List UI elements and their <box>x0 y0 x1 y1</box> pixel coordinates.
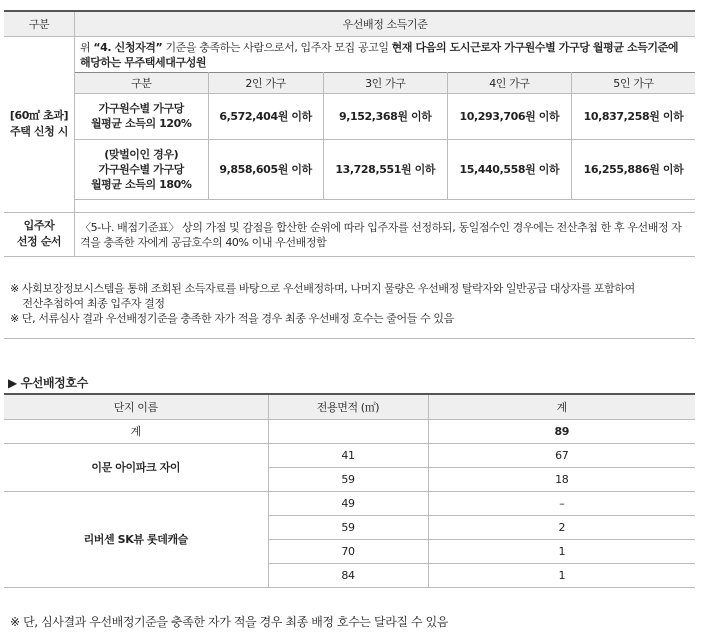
income-criteria-table <box>4 10 695 257</box>
desc-quote: “4. 신청자격” <box>93 40 163 54</box>
income-value-cell: 15,440,558원 이하 <box>447 139 571 199</box>
desc-mid: 기준을 충족하는 사람으로서, 입주자 모집 공고일 <box>162 40 392 54</box>
unit-count: 1 <box>428 563 695 587</box>
income-row-label-line: 월평균 소득의 120% <box>90 117 192 130</box>
criteria-row-label <box>4 36 75 212</box>
criteria-header-title: 우선배정 소득기준 <box>75 11 696 36</box>
notes-block <box>10 281 700 326</box>
income-row-120 <box>75 93 695 139</box>
criteria-header-label: 구분 <box>4 11 75 36</box>
income-header-cell: 5인 가구 <box>571 72 695 93</box>
table-row <box>4 491 695 515</box>
income-value-cell: 10,293,706원 이하 <box>447 93 571 139</box>
units-header-cell: 전용면적 (㎡) <box>268 394 428 419</box>
income-header-cell: 구분 <box>75 72 208 93</box>
income-row-label <box>75 93 208 139</box>
note-line: ※ 사회보장정보시스템을 통해 조회된 소득자료를 바탕으로 우선배정하며, 나머지 물량은 우선배정 탈락자와 일반공급 대상자를 포함하여 <box>10 282 635 295</box>
note-line: 전산추첨하여 최종 입주자 결정 <box>10 297 165 310</box>
units-total-area <box>268 419 428 443</box>
unit-area: 49 <box>268 491 428 515</box>
criteria-row-label-line2: 주택 신청 시 <box>10 125 68 138</box>
note-line: ※ 단, 서류심사 결과 우선배정기준을 충족한 자가 적을 경우 최종 우선배정 호수는 줄어들 수 있음 <box>10 312 454 325</box>
desc-prefix: 위 <box>80 40 94 54</box>
units-header-cell: 계 <box>428 394 695 419</box>
income-row-label-line: 가구원수별 가구당 <box>98 102 184 115</box>
income-row-180 <box>75 139 695 199</box>
section-divider <box>4 338 695 339</box>
complex-name: 이문 아이파크 자이 <box>4 443 268 491</box>
criteria-row-selection-order <box>4 212 695 256</box>
income-value-cell: 13,728,551원 이하 <box>323 139 447 199</box>
unit-count: 67 <box>428 443 695 467</box>
criteria-header-row <box>4 11 695 36</box>
units-header-cell: 단지 이름 <box>4 394 268 419</box>
selection-order-label-line2: 선정 순서 <box>16 235 62 248</box>
income-header-cell: 2인 가구 <box>208 72 323 93</box>
unit-area: 41 <box>268 443 428 467</box>
unit-area: 59 <box>268 515 428 539</box>
selection-order-label <box>4 212 75 256</box>
income-value-cell: 9,858,605원 이하 <box>208 139 323 199</box>
complex-name: 리버센 SK뷰 롯데캐슬 <box>4 491 268 587</box>
unit-count: 2 <box>428 515 695 539</box>
criteria-row-60m2 <box>4 36 695 212</box>
criteria-row-label-line1: [60㎡ 초과] <box>9 109 69 122</box>
selection-order-description: 〈5-나. 배점기준표〉 상의 가점 및 감점을 합산한 순위에 따라 입주자를 선정하되, 동일점수인 경우에는 전산추첨 한 후 우선배정 자격을 충족한 자에게 공급호수의 40% 이내 우선배정함 <box>75 212 696 256</box>
income-row-label-line: 월평균 소득의 180% <box>90 177 192 191</box>
income-value-cell: 6,572,404원 이하 <box>208 93 323 139</box>
unit-area: 84 <box>268 563 428 587</box>
units-header-row <box>4 394 695 419</box>
household-income-table <box>75 72 695 200</box>
criteria-description <box>75 37 695 72</box>
unit-count: 1 <box>428 539 695 563</box>
income-row-label-line: 가구원수별 가구당 <box>98 162 184 176</box>
unit-area: 70 <box>268 539 428 563</box>
priority-units-table <box>4 393 695 588</box>
income-header-cell: 4인 가구 <box>447 72 571 93</box>
income-row-label <box>75 139 208 199</box>
income-row-label-line: (맞벌이인 경우) <box>104 147 179 161</box>
criteria-row-content <box>75 36 696 212</box>
income-value-cell: 10,837,258원 이하 <box>571 93 695 139</box>
unit-count: – <box>428 491 695 515</box>
units-total-value: 89 <box>428 419 695 443</box>
unit-count: 18 <box>428 467 695 491</box>
income-header-row <box>75 72 695 93</box>
footnote: ※ 단, 심사결과 우선배정기준을 충족한 자가 적을 경우 최종 배정 호수는 달라질 수 있음 <box>10 615 448 629</box>
section-title: ▶ 우선배정호수 <box>8 376 88 390</box>
desc-bold: 현재 다음의 도시근로자 가구원수별 가구당 월평균 소득기준에 해당하는 무주택세대구성원 <box>80 40 679 69</box>
income-value-cell: 9,152,368원 이하 <box>323 93 447 139</box>
table-row <box>4 443 695 467</box>
selection-order-label-line1: 입주자 <box>23 219 55 232</box>
units-total-label: 계 <box>4 419 268 443</box>
unit-area: 59 <box>268 467 428 491</box>
units-total-row <box>4 419 695 443</box>
income-header-cell: 3인 가구 <box>323 72 447 93</box>
income-value-cell: 16,255,886원 이하 <box>571 139 695 199</box>
